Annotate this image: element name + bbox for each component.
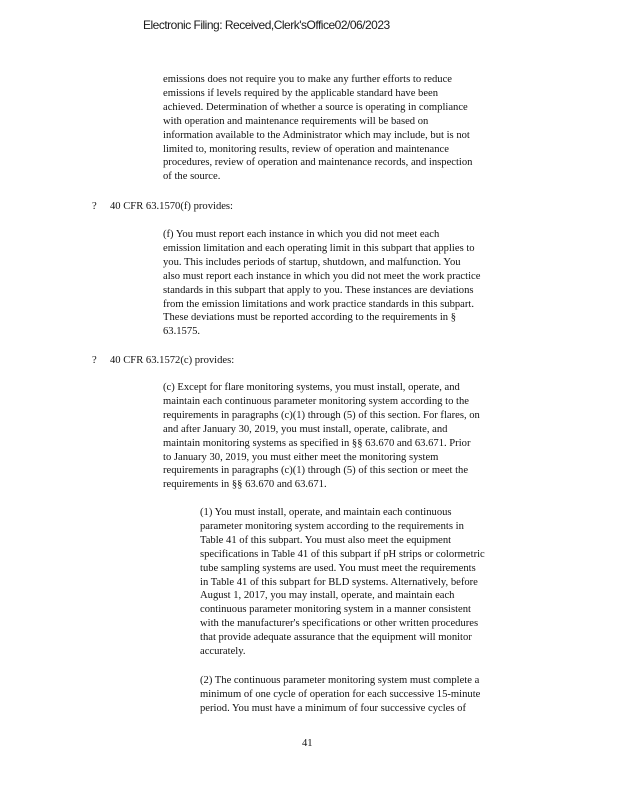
text-line: limited to, monitoring results, review of operation and maintenance bbox=[163, 143, 449, 155]
text-line: in Table 41 of this subpart for BLD systems. Alternatively, before bbox=[200, 576, 478, 588]
bullet-marker: ? bbox=[92, 201, 97, 212]
text-line: requirements in paragraphs (c)(1) through (5) of this section or meet the bbox=[163, 465, 469, 477]
text-line: procedures, review of operation and maintenance records, and inspection bbox=[163, 157, 473, 169]
text-line: you. This includes periods of startup, shutdown, and malfunction. You bbox=[163, 256, 461, 268]
bullet-marker: ? bbox=[92, 355, 97, 366]
text-line: These deviations must be reported according to the requirements in § bbox=[163, 312, 457, 324]
text-line: achieved. Determination of whether a source is operating in compliance bbox=[163, 101, 468, 113]
text-line: Table 41 of this subpart. You must also meet the equipment bbox=[200, 534, 452, 546]
text-line: (f) You must report each instance in which you did not meet each bbox=[163, 229, 440, 240]
citation-text: 40 CFR 63.1572(c) provides: bbox=[110, 355, 235, 366]
text-line: tube sampling systems are used. You must meet the requirements bbox=[200, 562, 476, 574]
text-line: continuous parameter monitoring system in a manner consistent bbox=[200, 604, 471, 616]
text-line: requirements in paragraphs (c)(1) through (5) of this section. For flares, on bbox=[163, 409, 480, 421]
citation-bullet-1572c bbox=[92, 354, 234, 368]
page-number: 41 bbox=[302, 738, 313, 749]
paragraph-1570f bbox=[163, 228, 480, 339]
text-line: specifications in Table 41 of this subpart if pH strips or colormetric bbox=[200, 548, 485, 560]
paragraph-1572c-1 bbox=[200, 506, 485, 659]
text-line: minimum of one cycle of operation for each successive 15-minute bbox=[200, 688, 481, 700]
text-line: accurately. bbox=[200, 646, 246, 658]
text-line: period. You must have a minimum of four successive cycles of bbox=[200, 702, 466, 714]
citation-text: 40 CFR 63.1570(f) provides: bbox=[110, 201, 234, 212]
paragraph-emissions-compliance bbox=[163, 73, 472, 184]
filing-header: Electronic Filing: Received,Clerk'sOffice02/06/2023 bbox=[143, 18, 390, 32]
text-line: emission limitation and each operating limit in this subpart that applies to bbox=[163, 242, 475, 254]
text-line: emissions does not require you to make any further efforts to reduce bbox=[163, 74, 452, 85]
text-line: standards in this subpart that apply to you. These instances are deviations bbox=[163, 284, 474, 296]
text-line: with the manufacturer's specifications or other written procedures bbox=[200, 618, 479, 630]
paragraph-1572c bbox=[163, 381, 480, 492]
text-line: 63.1575. bbox=[163, 326, 201, 338]
text-line: to January 30, 2019, you must either meet the monitoring system bbox=[163, 451, 439, 463]
text-line: maintain each continuous parameter monitoring system according to the bbox=[163, 395, 469, 407]
text-line: parameter monitoring system according to the requirements in bbox=[200, 520, 464, 532]
citation-bullet-1570f bbox=[92, 200, 233, 214]
text-line: also must report each instance in which you did not meet the work practice bbox=[163, 270, 481, 282]
text-line: (2) The continuous parameter monitoring system must complete a bbox=[200, 675, 480, 686]
text-line: of the source. bbox=[163, 171, 221, 183]
text-line: (1) You must install, operate, and maintain each continuous bbox=[200, 507, 452, 518]
text-line: maintain monitoring systems as specified in §§ 63.670 and 63.671. Prior bbox=[163, 437, 471, 449]
text-line: that provide adequate assurance that the equipment will monitor bbox=[200, 632, 472, 644]
text-line: emissions if levels required by the applicable standard have been bbox=[163, 87, 439, 99]
text-line: August 1, 2017, you may install, operate, and maintain each bbox=[200, 590, 455, 602]
paragraph-1572c-2 bbox=[200, 674, 480, 716]
text-line: and after January 30, 2019, you must install, operate, calibrate, and bbox=[163, 423, 448, 435]
text-line: requirements in §§ 63.670 and 63.671. bbox=[163, 479, 327, 491]
text-line: with operation and maintenance requirements will be based on bbox=[163, 115, 429, 127]
text-line: from the emission limitations and work practice standards in this subpart. bbox=[163, 298, 474, 310]
text-line: information available to the Administrator which may include, but is not bbox=[163, 129, 470, 141]
text-line: (c) Except for flare monitoring systems, you must install, operate, and bbox=[163, 382, 460, 393]
